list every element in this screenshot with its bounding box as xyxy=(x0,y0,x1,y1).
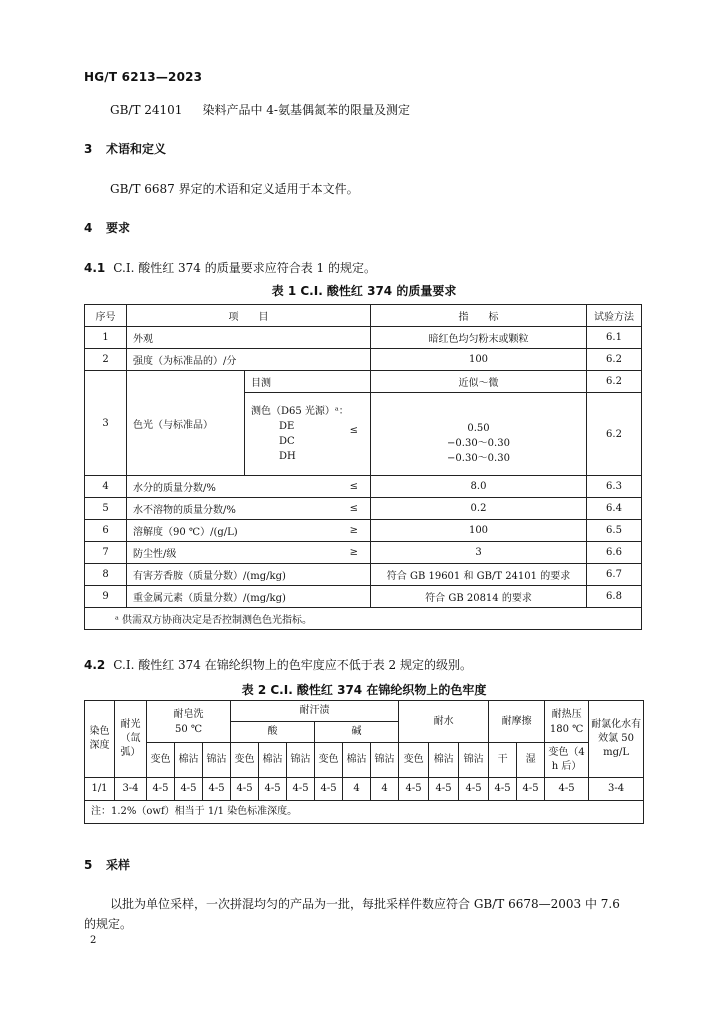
cell-value: 4-5 xyxy=(545,778,589,801)
row-no: 2 xyxy=(85,349,127,371)
colorimetric-values xyxy=(371,393,587,476)
section-title: 要求 xyxy=(106,221,131,235)
section-number: 5 xyxy=(84,858,93,872)
sub-change: 变色 xyxy=(231,743,259,778)
row-item: 有害芳香胺（质量分数）/(mg/kg) xyxy=(127,564,371,586)
table-subheader-row xyxy=(85,743,644,778)
table-row xyxy=(85,327,642,349)
section-number: 3 xyxy=(84,142,93,156)
row-item: 水不溶物的质量分数/% xyxy=(127,498,245,520)
cell-value: 4-5 xyxy=(231,778,259,801)
row-no: 3 xyxy=(85,371,127,476)
sub-nylon: 锦沾 xyxy=(287,743,315,778)
sub-change: 变色 xyxy=(315,743,343,778)
table-note-row xyxy=(85,608,642,630)
row-method: 6.7 xyxy=(587,564,642,586)
row-no: 6 xyxy=(85,520,127,542)
heat-label: 耐热压 xyxy=(551,708,582,720)
dh-label: DH xyxy=(279,451,296,462)
sub-nylon: 锦沾 xyxy=(459,743,489,778)
sub-dry: 干 xyxy=(489,743,517,778)
row-item: 溶解度（90 ℃）/(g/L) xyxy=(127,520,245,542)
visual-assessment-label: 目测 xyxy=(245,371,371,393)
header-rub: 耐摩擦 xyxy=(489,701,545,743)
table-1-footnote: ᵃ 供需双方协商决定是否控制测色色光指标。 xyxy=(85,608,642,630)
row-method: 6.2 xyxy=(587,349,642,371)
cell-value: 3-4 xyxy=(589,778,644,801)
table-row xyxy=(85,371,642,393)
header-heat xyxy=(545,701,589,743)
row-value: 0.2 xyxy=(371,498,587,520)
section-5-paragraph-line1: 以批为单位采样，一次拼混均匀的产品为一批，每批采样件数应符合 GB/T 6678—2003 中 7.6 xyxy=(110,897,620,911)
table-note-row xyxy=(85,801,644,824)
header-depth: 染色深度 xyxy=(85,701,115,778)
table-row xyxy=(85,564,642,586)
de-value: 0.50 xyxy=(467,422,490,434)
sub-cotton: 棉沾 xyxy=(343,743,371,778)
clause-number: 4.2 xyxy=(84,658,106,672)
sub-cotton: 棉沾 xyxy=(175,743,203,778)
row-symbol: ≥ xyxy=(245,520,371,542)
colorimetric-cell xyxy=(245,393,371,476)
header-alkali: 碱 xyxy=(315,722,399,743)
row-no: 7 xyxy=(85,542,127,564)
table-2-color-fastness xyxy=(84,700,644,824)
row-item: 强度（为标准品的）/分 xyxy=(127,349,371,371)
row-no: 1 xyxy=(85,327,127,349)
dc-label: DC xyxy=(279,436,295,447)
row-method: 6.2 xyxy=(587,393,642,476)
dc-value: −0.30～0.30 xyxy=(447,437,510,449)
section-3-heading xyxy=(84,140,166,157)
header-index: 指 标 xyxy=(371,305,587,327)
sub-cotton: 棉沾 xyxy=(259,743,287,778)
row-method: 6.5 xyxy=(587,520,642,542)
table-row xyxy=(85,520,642,542)
row-no: 4 xyxy=(85,476,127,498)
le-symbol: ≤ xyxy=(349,425,358,436)
row-value: 100 xyxy=(371,349,587,371)
table-2-note: 注：1.2%（owf）相当于 1/1 染色标准深度。 xyxy=(85,801,644,824)
sub-heat-change: 变色（4 h 后） xyxy=(545,743,589,778)
section-title: 采样 xyxy=(106,858,131,872)
row-method: 6.4 xyxy=(587,498,642,520)
row-method: 6.8 xyxy=(587,586,642,608)
cell-value: 4-5 xyxy=(315,778,343,801)
sub-cotton: 棉沾 xyxy=(429,743,459,778)
cell-value: 3-4 xyxy=(115,778,147,801)
table-row xyxy=(85,349,642,371)
cell-value: 4-5 xyxy=(517,778,545,801)
table-2-caption: 表 2 C.I. 酸性红 374 在锦纶织物上的色牢度 xyxy=(241,683,487,697)
page-number: 2 xyxy=(90,935,97,946)
row-no: 8 xyxy=(85,564,127,586)
row-value: 符合 GB 19601 和 GB/T 24101 的要求 xyxy=(371,564,587,586)
header-no: 序号 xyxy=(85,305,127,327)
cell-value: 4-5 xyxy=(203,778,231,801)
table-row xyxy=(85,542,642,564)
row-value: 100 xyxy=(371,520,587,542)
section-4-heading xyxy=(84,219,130,236)
row-symbol: ≤ xyxy=(245,476,371,498)
row-symbol: ≤ xyxy=(245,498,371,520)
reference-title: 染料产品中 4-氨基偶氮苯的限量及测定 xyxy=(202,103,410,117)
wash-label: 耐皂洗 xyxy=(173,708,204,720)
sub-wet: 湿 xyxy=(517,743,545,778)
header-item: 项 目 xyxy=(127,305,371,327)
cell-value: 4-5 xyxy=(489,778,517,801)
header-method: 试验方法 xyxy=(587,305,642,327)
wash-temp: 50 ℃ xyxy=(174,723,203,735)
cell-value: 4 xyxy=(343,778,371,801)
colorimetric-label: 测色（D65 光源）ᵃ： xyxy=(251,406,349,417)
reference-code: GB/T 24101 xyxy=(110,103,183,117)
dh-value: −0.30～0.30 xyxy=(447,452,510,464)
clause-4-2 xyxy=(84,656,472,673)
table-row xyxy=(85,476,642,498)
row-value: 8.0 xyxy=(371,476,587,498)
table-data-row xyxy=(85,778,644,801)
row-method: 6.1 xyxy=(587,327,642,349)
table-1-quality-requirements xyxy=(84,304,642,630)
sub-nylon: 锦沾 xyxy=(371,743,399,778)
row-method: 6.3 xyxy=(587,476,642,498)
row-item: 外观 xyxy=(127,327,371,349)
cell-value: 4-5 xyxy=(459,778,489,801)
row-item: 重金属元素（质量分数）/(mg/kg) xyxy=(127,586,371,608)
normative-reference xyxy=(110,101,410,118)
heat-temp: 180 ℃ xyxy=(549,723,584,735)
header-wash xyxy=(147,701,231,743)
row-no: 9 xyxy=(85,586,127,608)
table-header-row xyxy=(85,305,642,327)
row-method: 6.2 xyxy=(587,371,642,393)
cell-value: 4-5 xyxy=(399,778,429,801)
table-row xyxy=(85,498,642,520)
row-item: 防尘性/级 xyxy=(127,542,245,564)
sub-change: 变色 xyxy=(399,743,429,778)
table-header-row xyxy=(85,701,644,722)
row-no: 5 xyxy=(85,498,127,520)
cell-value: 4-5 xyxy=(259,778,287,801)
header-chlorine: 耐氯化水有效氯 50 mg/L xyxy=(589,701,644,778)
cell-value: 4-5 xyxy=(287,778,315,801)
row-item: 水分的质量分数/% xyxy=(127,476,245,498)
section-5-heading xyxy=(84,856,130,873)
cell-value: 4-5 xyxy=(429,778,459,801)
row-value: 暗红色均匀粉末或颗粒 xyxy=(371,327,587,349)
cell-value: 4-5 xyxy=(175,778,203,801)
cell-value: 4 xyxy=(371,778,399,801)
sub-nylon: 锦沾 xyxy=(203,743,231,778)
header-acid: 酸 xyxy=(231,722,315,743)
clause-text: C.I. 酸性红 374 在锦纶织物上的色牢度应不低于表 2 规定的级别。 xyxy=(113,658,473,672)
table-1-caption: 表 1 C.I. 酸性红 374 的质量要求 xyxy=(271,284,457,298)
visual-assessment-value: 近似～微 xyxy=(371,371,587,393)
de-label: DE xyxy=(279,421,295,432)
row-item: 色光（与标准品） xyxy=(127,371,245,476)
row-value: 符合 GB 20814 的要求 xyxy=(371,586,587,608)
cell-depth: 1/1 xyxy=(85,778,115,801)
header-sweat: 耐汗渍 xyxy=(231,701,399,722)
section-number: 4 xyxy=(84,221,93,235)
section-3-paragraph: GB/T 6687 界定的术语和定义适用于本文件。 xyxy=(110,182,359,196)
header-light: 耐光（氙弧） xyxy=(115,701,147,778)
section-title: 术语和定义 xyxy=(106,142,167,156)
clause-text: C.I. 酸性红 374 的质量要求应符合表 1 的规定。 xyxy=(113,261,377,275)
row-value: 3 xyxy=(371,542,587,564)
row-symbol: ≥ xyxy=(245,542,371,564)
row-method: 6.6 xyxy=(587,542,642,564)
clause-4-1 xyxy=(84,259,376,276)
table-row xyxy=(85,586,642,608)
cell-value: 4-5 xyxy=(147,778,175,801)
document-code: HG/T 6213—2023 xyxy=(84,70,203,84)
section-5-paragraph-line2: 的规定。 xyxy=(84,917,133,931)
header-water: 耐水 xyxy=(399,701,489,743)
clause-number: 4.1 xyxy=(84,261,106,275)
sub-change: 变色 xyxy=(147,743,175,778)
